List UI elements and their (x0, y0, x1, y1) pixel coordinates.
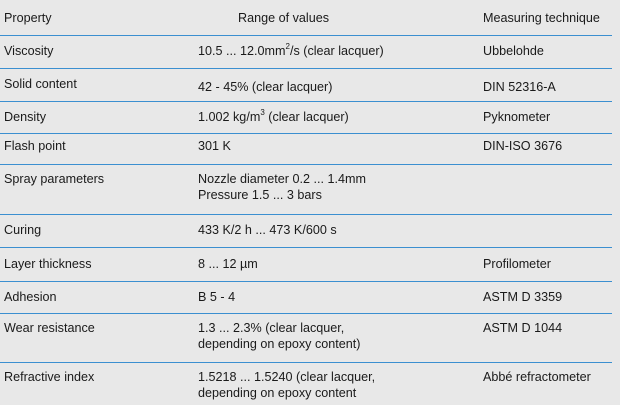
cell-technique: DIN 52316-A (483, 80, 556, 94)
cell-property: Solid content (4, 77, 77, 91)
divider (0, 35, 612, 36)
cell-technique: DIN-ISO 3676 (483, 139, 563, 153)
cell-range-line1: 1.5218 ... 1.5240 (clear lacquer, (198, 370, 376, 384)
divider (0, 164, 612, 165)
cell-property: Viscosity (4, 44, 54, 58)
cell-property: Layer thickness (4, 257, 92, 271)
cell-range-line2: Pressure 1.5 ... 3 bars (198, 188, 322, 202)
cell-property: Spray parameters (4, 172, 105, 186)
cell-range: 433 K/2 h ... 473 K/600 s (198, 223, 337, 237)
divider (0, 68, 612, 69)
divider (0, 214, 612, 215)
divider (0, 247, 612, 248)
cell-range-line1: Nozzle diameter 0.2 ... 1.4mm (198, 172, 366, 186)
cell-property: Refractive index (4, 370, 95, 384)
header-property: Property (4, 11, 52, 25)
cell-technique: Profilometer (483, 257, 551, 271)
cell-range: 8 ... 12 µm (198, 257, 258, 271)
divider (0, 133, 612, 134)
cell-range-line1: 1.3 ... 2.3% (clear lacquer, (198, 321, 345, 335)
cell-range-line2: depending on epoxy content (198, 386, 357, 400)
header-range: Range of values (238, 11, 330, 25)
divider (0, 313, 612, 314)
cell-property: Flash point (4, 139, 66, 153)
cell-property: Adhesion (4, 290, 57, 304)
cell-technique: ASTM D 3359 (483, 290, 563, 304)
cell-range-line2: depending on epoxy content) (198, 337, 361, 351)
cell-range: 301 K (198, 139, 231, 153)
cell-technique: ASTM D 1044 (483, 321, 563, 335)
cell-property: Density (4, 110, 46, 124)
cell-range: 1.002 $kg/m^3$ (clear lacquer) (198, 108, 349, 124)
cell-range: 42 - 45% (clear lacquer) (198, 80, 333, 94)
cell-technique: Pyknometer (483, 110, 551, 124)
divider (0, 281, 612, 282)
cell-property: Wear resistance (4, 321, 95, 335)
divider (0, 362, 612, 363)
cell-technique: Abbé refractometer (483, 370, 591, 384)
cell-range: B 5 - 4 (198, 290, 236, 304)
divider (0, 101, 612, 102)
header-technique: Measuring technique (483, 11, 600, 25)
cell-range: 10.5 ... $12.0mm^2/s$ (clear lacquer) (198, 42, 384, 58)
cell-technique: Ubbelohde (483, 44, 544, 58)
cell-property: Curing (4, 223, 42, 237)
